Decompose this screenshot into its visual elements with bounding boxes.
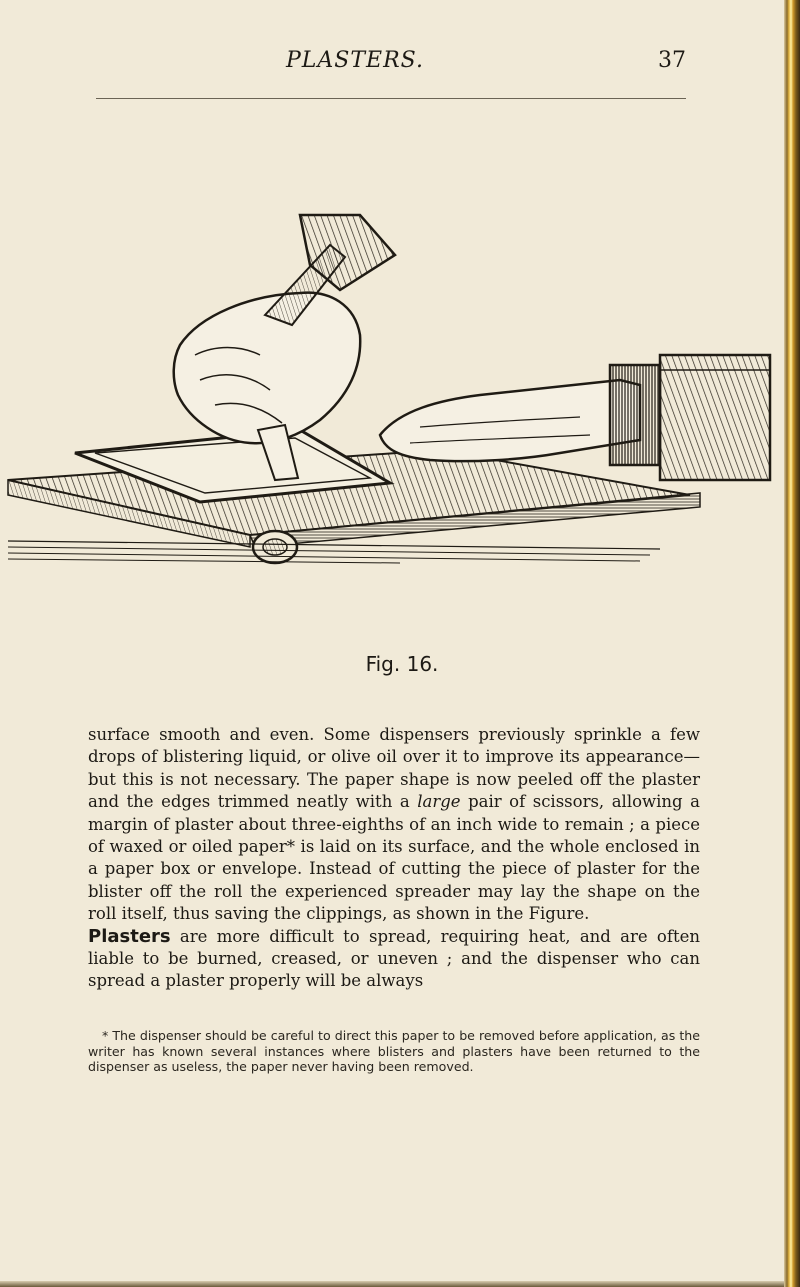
right-hand-icon (380, 355, 770, 480)
paragraph-2-lead: Plasters (88, 925, 171, 947)
running-title: PLASTERS. (286, 48, 424, 73)
figure-caption: Fig. 16. (365, 652, 439, 676)
page-bottom-edge (0, 1281, 784, 1287)
paragraph-2 (88, 926, 700, 993)
paragraph-2-text: are more difficult to spread, requiring heat, and are often liable to be burned, creased, or uneven ; and the dispenser who can spread a plaster properly will be always (88, 926, 700, 991)
paragraph-1-part-3: pair of scissors, allowing a margin of plaster about three-eighths of an inch wide to remain ; a piece of waxed or oiled paper* is laid on its surface, and the whole enclosed in a paper box or envelope. Instead of cutting the piece of plaster for the blister off the roll the experienced spreader may lay the shape on the roll itself, thus saving the clippings, as shown in the Figure. (88, 792, 700, 924)
emphasis-large: large (417, 792, 461, 812)
gilt-page-edge (784, 0, 800, 1287)
figure-illustration (0, 195, 784, 615)
body-text (88, 724, 700, 993)
running-head (86, 48, 686, 78)
paragraph-1 (88, 724, 700, 926)
engraving-hands-spreading-plaster (0, 195, 784, 615)
paragraph-1-part-1: surface smooth and even. Some dispensers previously sprinkle a few drops of blistering liquid, or olive oil over it to improve its appearance—but this is not necessary. The paper shape is now peeled off the plaster and the edges trimmed neatly with a (88, 725, 700, 812)
footnote (88, 1028, 700, 1075)
page-number: 37 (658, 48, 686, 73)
header-rule (96, 98, 686, 99)
footnote-text: * The dispenser should be careful to direct this paper to be removed before application, as the writer has known several instances where blisters and plasters have been returned to the dispenser as useless, the paper never having been removed. (88, 1028, 700, 1074)
